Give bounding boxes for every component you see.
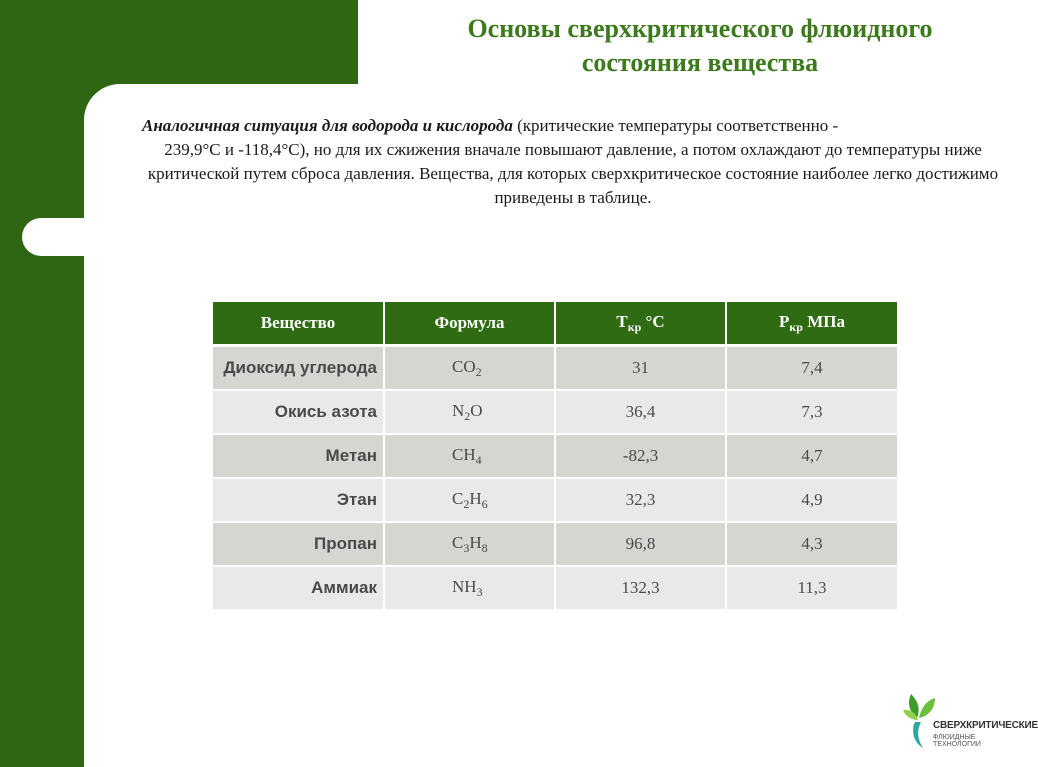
cell-critical-temperature: 32,3: [555, 478, 726, 522]
formula-element: CO: [452, 356, 476, 376]
intro-paragraph: [142, 114, 1004, 210]
logo-line2: ФЛЮИДНЫЕ ТЕХНОЛОГИИ: [933, 734, 981, 748]
leaf-logo-icon: [903, 690, 937, 750]
cell-critical-pressure: 7,4: [726, 346, 897, 391]
cell-formula: [384, 434, 555, 478]
cell-formula: [384, 346, 555, 391]
cell-critical-temperature: 31: [555, 346, 726, 391]
intro-line1-text: (критические температуры соответственно -: [512, 116, 839, 135]
cell-formula: [384, 522, 555, 566]
cell-substance: Этан: [213, 478, 384, 522]
header-t-unit: °C: [641, 311, 665, 331]
table-row: [213, 346, 897, 391]
formula-subscript: 6: [481, 496, 488, 511]
formula-element: O: [470, 400, 483, 420]
table-row: [213, 390, 897, 434]
green-frame-top: [0, 0, 358, 84]
formula-element: C: [452, 532, 464, 552]
formula-subscript: 2: [464, 408, 471, 423]
header-pressure: [726, 302, 897, 346]
logo-line1: СВЕРХКРИТИЧЕСКИЕ: [933, 720, 1038, 731]
slide-title-line2: состояния вещества: [581, 48, 819, 77]
table-body: [213, 346, 897, 611]
formula-element: H: [469, 488, 482, 508]
table-row: [213, 478, 897, 522]
header-formula: Формула: [384, 302, 555, 346]
header-p-sub: кр: [789, 319, 803, 334]
cell-critical-temperature: 36,4: [555, 390, 726, 434]
header-temperature: [555, 302, 726, 346]
table-header-row: [213, 302, 897, 346]
cell-critical-pressure: 4,3: [726, 522, 897, 566]
cell-critical-temperature: 132,3: [555, 566, 726, 610]
cell-formula: [384, 390, 555, 434]
intro-lead: Аналогичная ситуация для водорода и кислорода: [142, 116, 513, 135]
cell-formula: [384, 478, 555, 522]
cell-substance: Аммиак: [213, 566, 384, 610]
cell-critical-pressure: 7,3: [726, 390, 897, 434]
formula-element: NH: [452, 576, 477, 596]
table-row: [213, 434, 897, 478]
cell-substance: Окись азота: [213, 390, 384, 434]
cell-substance: Метан: [213, 434, 384, 478]
header-p-main: P: [778, 311, 790, 331]
slide-title-line1: Основы сверхкритического флюидного: [467, 14, 933, 43]
cell-critical-temperature: 96,8: [555, 522, 726, 566]
cell-substance: Диоксид углерода: [213, 346, 384, 391]
formula-subscript: 2: [463, 496, 470, 511]
cell-critical-pressure: 11,3: [726, 566, 897, 610]
header-substance: Вещество: [213, 302, 384, 346]
header-p-unit: МПа: [802, 311, 845, 331]
intro-first-line: [142, 114, 1004, 138]
formula-element: N: [452, 400, 465, 420]
formula-element: C: [452, 488, 464, 508]
cell-critical-pressure: 4,9: [726, 478, 897, 522]
table-row: [213, 566, 897, 610]
cell-critical-pressure: 4,7: [726, 434, 897, 478]
cell-formula: [384, 566, 555, 610]
formula-subscript: 4: [475, 452, 482, 467]
cell-substance: Пропан: [213, 522, 384, 566]
company-logo: [903, 690, 1038, 750]
header-t-main: T: [616, 311, 628, 331]
formula-subscript: 3: [476, 584, 483, 599]
slide-title: [380, 12, 1020, 80]
cell-critical-temperature: -82,3: [555, 434, 726, 478]
header-t-sub: кр: [627, 319, 642, 334]
formula-subscript: 2: [475, 364, 482, 379]
table-row: [213, 522, 897, 566]
intro-rest: 239,9°C и -118,4°C), но для их сжижения вначале повышают давление, а потом охлаждают до температуры ниже критической путем сброса давления. Вещества, для которых сверхкритическое состояние наиболее легко достижимо приведены в таблице.: [147, 140, 999, 207]
substances-table: [213, 302, 897, 611]
frame-tab: [22, 218, 102, 256]
formula-element: H: [469, 532, 482, 552]
formula-subscript: 3: [463, 540, 470, 555]
formula-subscript: 8: [481, 540, 488, 555]
formula-element: CH: [452, 444, 476, 464]
green-frame-left: [0, 0, 84, 767]
